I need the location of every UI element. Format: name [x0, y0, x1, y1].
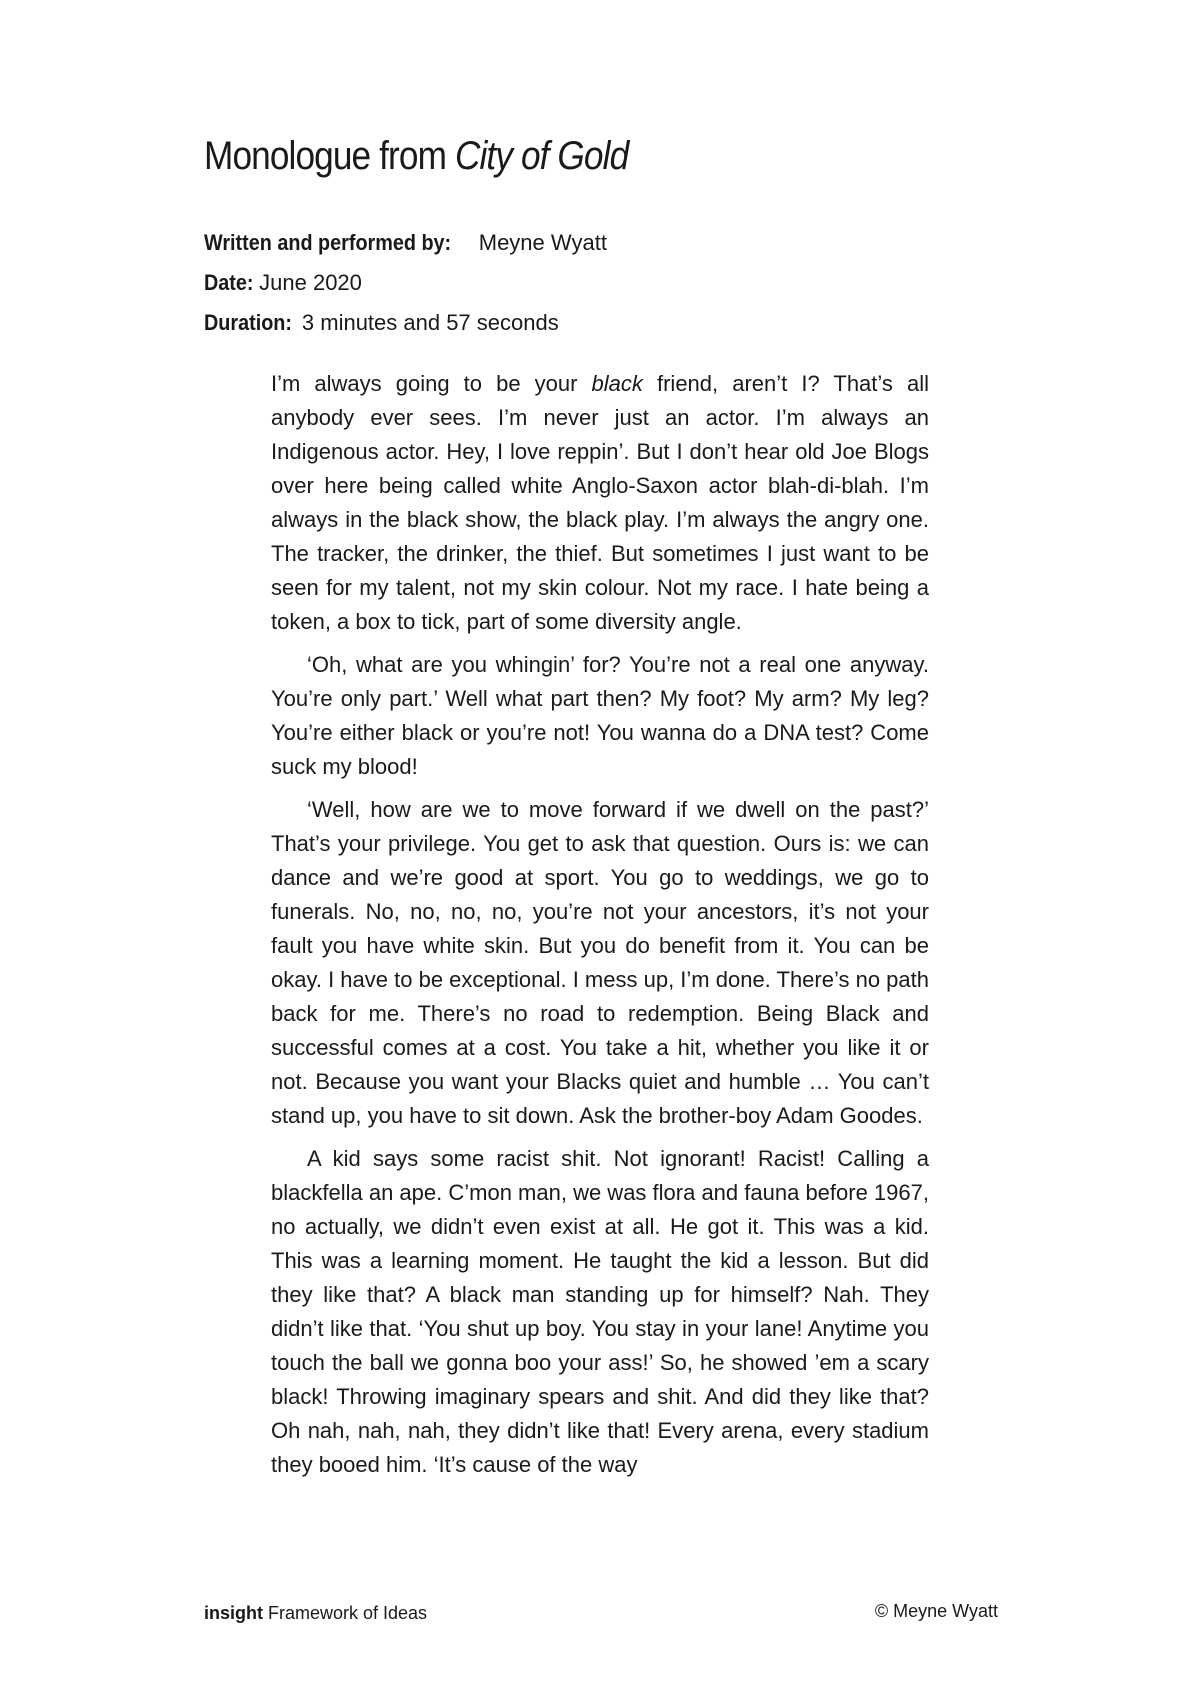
- monologue-paragraph-1: [271, 367, 929, 639]
- duration-label: Duration:: [204, 310, 292, 335]
- author-label: Written and performed by:: [204, 230, 452, 255]
- page-title: [204, 134, 628, 179]
- footer-series-name: Framework of Ideas: [263, 1603, 428, 1623]
- meta-author: [204, 230, 607, 256]
- meta-date: [204, 270, 362, 296]
- date-value: June 2020: [259, 270, 362, 295]
- date-label: Date:: [204, 270, 254, 295]
- footer-brand: insight: [204, 1603, 263, 1623]
- title-prefix: Monologue from: [204, 134, 455, 178]
- monologue-paragraph-3: ‘Well, how are we to move forward if we dwell on the past?’ That’s your privilege. You get to ask that question. Ours is: we can dance and we’re good at sport. You go to weddings, we go to funerals. No, no, no, no, you’re not your ancestors, it’s not your fault you have white skin. But you do benefit from it. You can be okay. I have to be exceptional. I mess up, I’m done. There’s no path back for me. There’s no road to redemption. Being Black and successful comes at a cost. You take a hit, whether you like it or not. Because you want your Blacks quiet and humble … You can’t stand up, you have to sit down. Ask the brother-boy Adam Goodes.: [271, 797, 929, 1128]
- monologue-text: [271, 367, 929, 1491]
- p1-after: friend, aren’t I? That’s all anybody ever sees. I’m never just an actor. I’m always an Indigenous actor. Hey, I love reppin’. But I don’t hear old Joe Blogs over here being called white Anglo-Saxon actor blah-di-blah. I’m always in the black show, the black play. I’m always the angry one. The tracker, the drinker, the thief. But sometimes I just want to be seen for my talent, not my skin colour. Not my race. I hate being a token, a box to tick, part of some diversity angle.: [271, 371, 929, 634]
- p1-before: I’m always going to be your: [271, 371, 592, 396]
- p1-italic: black: [591, 371, 643, 396]
- monologue-paragraph-4: A kid says some racist shit. Not ignorant! Racist! Calling a blackfella an ape. C’mon man, we was flora and fauna before 1967, no actually, we didn’t even exist at all. He got it. This was a kid. This was a learning moment. He taught the kid a lesson. But did they like that? A black man standing up for himself? Nah. They didn’t like that. ‘You shut up boy. You stay in your lane! Anytime you touch the ball we gonna boo your ass!’ So, he showed ’em a scary black! Throwing imaginary spears and shit. And did they like that? Oh nah, nah, nah, they didn’t like that! Every arena, every stadium they booed him. ‘It’s cause of the way: [271, 1146, 929, 1477]
- monologue-paragraph-2: ‘Oh, what are you whingin’ for? You’re not a real one anyway. You’re only part.’ Well what part then? My foot? My arm? My leg? You’re either black or you’re not! You wanna do a DNA test? Come suck my blood!: [271, 652, 929, 779]
- meta-duration: [204, 310, 559, 336]
- duration-value: 3 minutes and 57 seconds: [301, 310, 559, 335]
- footer-copyright: © Meyne Wyatt: [874, 1601, 998, 1621]
- title-work: City of Gold: [454, 134, 629, 178]
- author-value: Meyne Wyatt: [478, 230, 607, 255]
- footer-series: [204, 1603, 427, 1624]
